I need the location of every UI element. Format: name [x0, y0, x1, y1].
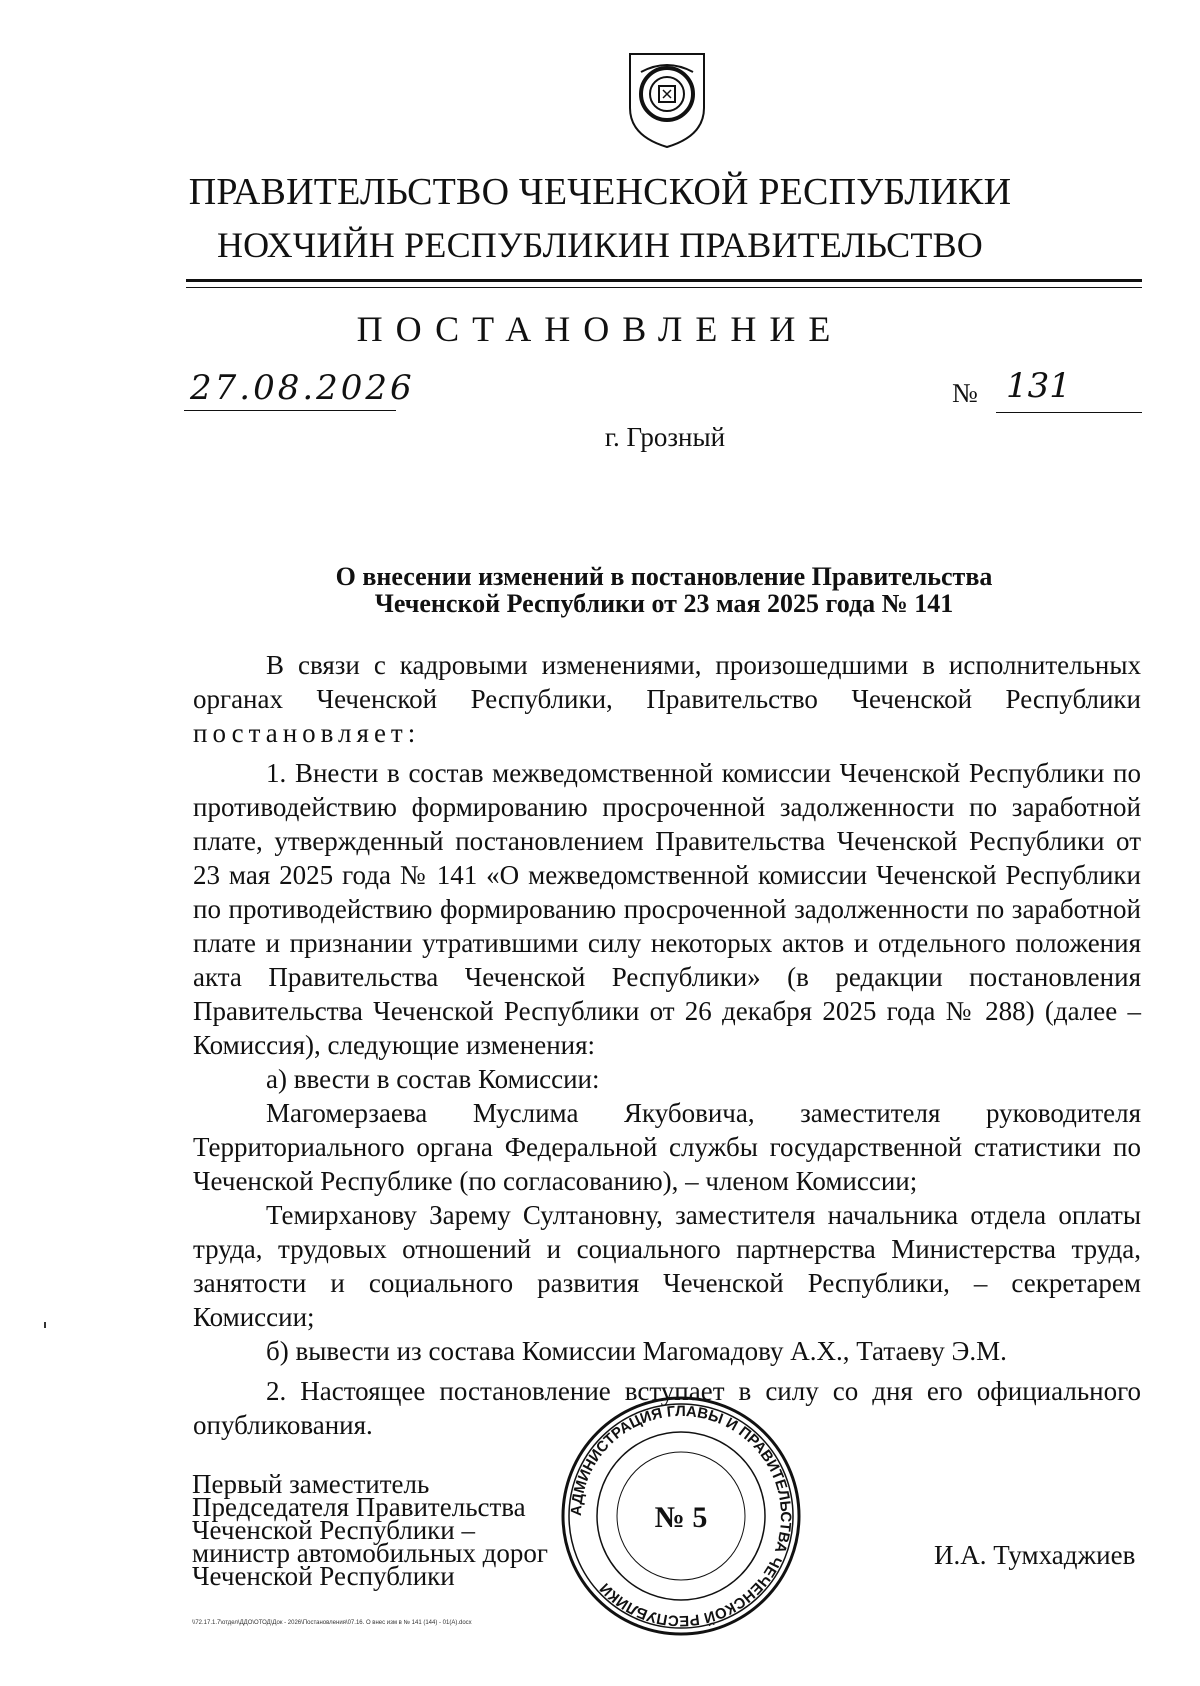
signatory-position [192, 1469, 548, 1591]
stamp-ring-text: АДМИНИСТРАЦИЯ ГЛАВЫ И ПРАВИТЕЛЬСТВА ЧЕЧЕНСКОЙ РЕСПУБЛИКИ [567, 1402, 795, 1630]
document-body [193, 648, 1141, 1442]
stamp-number: № 5 [654, 1501, 708, 1534]
subject-line-2: Чеченской Республики от 23 мая 2025 года № 141 [374, 589, 954, 618]
signatory-name: И.А. Тумхаджиев [934, 1540, 1136, 1570]
coat-of-arms-icon [624, 50, 710, 150]
item-1b-paragraph: б) вывести из состава Комиссии Магомадову А.Х., Татаеву Э.М. [266, 1336, 1007, 1366]
signatory-line-4: министр автомобильных дорог [192, 1538, 548, 1568]
document-number: 131 [1006, 366, 1071, 406]
signatory-line-1: Первый заместитель [192, 1469, 430, 1499]
item-1-paragraph: 1. Внести в состав межведомственной комиссии Чеченской Республики по противодействию формированию просроченной задолженности по заработной плате, утвержденный постановлением Правительства Чеченской Республики от 23 мая 2025 года № 141 «О межведомственной комиссии Чеченской Республики по противодействию формированию просроченной задолженности по заработной плате и признании утратившими силу некоторых актов и отдельного положения акта Правительства Чеченской Республики» (в редакции постановления Правительства Чеченской Республики от 26 декабря 2025 года № 288) (далее – Комиссия), следующие изменения: [193, 758, 1141, 1060]
item-1a-paragraph: а) ввести в состав Комиссии: [266, 1064, 600, 1094]
preamble-paragraph [193, 648, 1141, 750]
number-underline [996, 412, 1142, 413]
header-rule-thin [186, 287, 1142, 288]
signatory-line-3: Чеченской Республики – [192, 1515, 475, 1545]
number-sign: № [952, 378, 978, 408]
subject-line-1: О внесении изменений в постановление Правительства [335, 562, 993, 591]
date-underline [184, 410, 396, 411]
resolves-word: постановляет: [193, 718, 421, 748]
document-type-heading: ПОСТАНОВЛЕНИЕ [356, 309, 844, 349]
header-rule-thick [186, 279, 1142, 282]
signatory-line-2: Председателя Правительства [192, 1492, 526, 1522]
preamble-text: В связи с кадровыми изменениями, произошедшими в исполнительных органах Чеченской Республики, Правительство Чеченской Республики [193, 650, 1141, 714]
file-path-footer: \\72.17.1.7\отдел\ДДО\ОТОД\Док - 2026\Постановления\07.16. О внес изм в № 141 (144) - 01(А).docx [192, 1620, 472, 1626]
item-2-paragraph: 2. Настоящее постановление вступает в силу со дня его официального опубликования. [193, 1376, 1141, 1440]
official-seal-stamp [558, 1393, 804, 1639]
document-city: г. Грозный [604, 422, 726, 452]
member-2-paragraph: Темирханову Зарему Султановну, заместителя начальника отдела оплаты труда, трудовых отношений и социального партнерства Министерства труда, занятости и социального развития Чеченской Республики, – секретарем Комиссии; [193, 1200, 1141, 1332]
scan-speck [44, 1322, 46, 1328]
government-title-russian: ПРАВИТЕЛЬСТВО ЧЕЧЕНСКОЙ РЕСПУБЛИКИ [188, 171, 1012, 213]
signatory-line-5: Чеченской Республики [192, 1561, 455, 1591]
member-1-paragraph: Магомерзаева Муслима Якубовича, заместителя руководителя Территориального органа Федеральной службы государственной статистики по Чеченской Республике (по согласованию), – членом Комиссии; [193, 1098, 1141, 1196]
government-title-chechen: НОХЧИЙН РЕСПУБЛИКИН ПРАВИТЕЛЬСТВО [216, 225, 983, 265]
document-date: 27.08.2026 [190, 368, 415, 408]
document-subject [186, 563, 1142, 617]
